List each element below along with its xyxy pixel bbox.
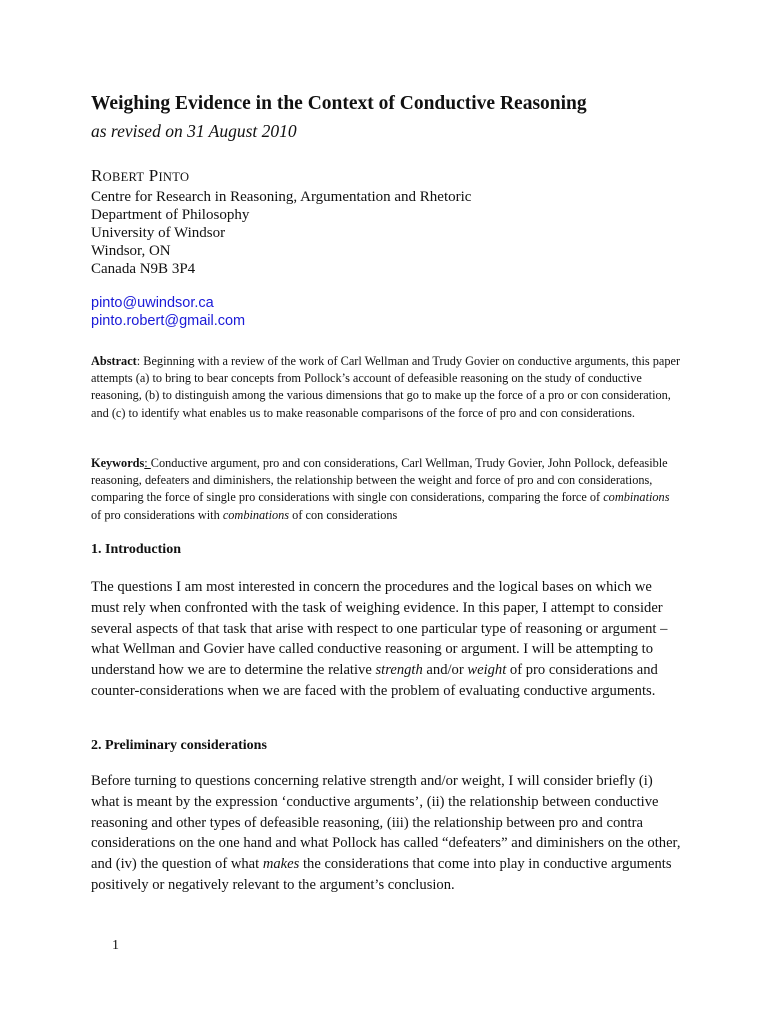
- section-heading-preliminary: 2. Preliminary considerations: [91, 738, 267, 753]
- section-heading-introduction: 1. Introduction: [91, 542, 181, 557]
- section-paragraph-preliminary: Before turning to questions concerning relative strength and/or weight, I will consider briefly (i) what is meant by the expression ‘conductive arguments’, (ii) the relationship between conductive reasoning and other types of defeasible reasoning, (iii) the relationship between pro and contra considerations on the one hand and what Pollock has called “defeaters” and diminishers on the other, and (iv) the question of what makes the considerations that come into play in conductive arguments positively or negatively relevant to the argument’s conclusion.: [91, 773, 681, 893]
- section-paragraph-introduction: The questions I am most interested in concern the procedures and the logical bases on which we must rely when confronted with the task of weighing evidence. In this paper, I attempt to consider several aspects of that task that arise with respect to one particular type of reasoning or argument – what Wellman and Govier have called conductive reasoning or argument. I will be attempting to understand how we are to determine the relative strength and/or weight of pro considerations and counter-considerations when we are faced with the problem of evaluating conductive arguments.: [91, 579, 668, 699]
- author-affiliation: [91, 188, 471, 278]
- affiliation-line: Canada N9B 3P4: [91, 261, 196, 277]
- author-emails: [91, 294, 245, 330]
- keywords: Keywords: Conductive argument, pro and con considerations, Carl Wellman, Trudy Govier, John Pollock, defeasible reasoning, defeaters and diminishers, the relationship between the weight and force of pro and con considerations, comparing the force of single pro considerations with single con considerations, comparing the force of combinations of pro considerations with combinations of con considerations: [91, 456, 670, 522]
- affiliation-line: University of Windsor: [91, 225, 226, 241]
- keywords-label: Keywords: [91, 456, 145, 470]
- abstract-text: : Beginning with a review of the work of Carl Wellman and Trudy Govier on conductive arguments, this paper attempts (a) to bring to bear concepts from Pollock’s account of defeasible reasoning on the study of conductive reasoning, (b) to distinguish among the various dimensions that go to make up the force of a pro or con consideration, and (c) to identify what enables us to make reasonable comparisons of the force of pro and con considerations.: [91, 354, 681, 420]
- affiliation-line: Windsor, ON: [91, 243, 171, 259]
- abstract: [91, 353, 681, 422]
- email-link-uwindsor[interactable]: pinto@uwindsor.ca: [91, 295, 214, 311]
- page-number: 1: [112, 938, 119, 953]
- paper-title: Weighing Evidence in the Context of Conductive Reasoning: [91, 93, 587, 114]
- email-link-gmail[interactable]: pinto.robert@gmail.com: [91, 313, 246, 329]
- affiliation-line: Department of Philosophy: [91, 207, 250, 223]
- paper-subtitle: as revised on 31 August 2010: [91, 121, 297, 141]
- affiliation-line: Centre for Research in Reasoning, Argumentation and Rhetoric: [91, 189, 472, 205]
- author-name: ROBERT PINTO: [91, 166, 190, 185]
- abstract-label: Abstract: [91, 354, 137, 368]
